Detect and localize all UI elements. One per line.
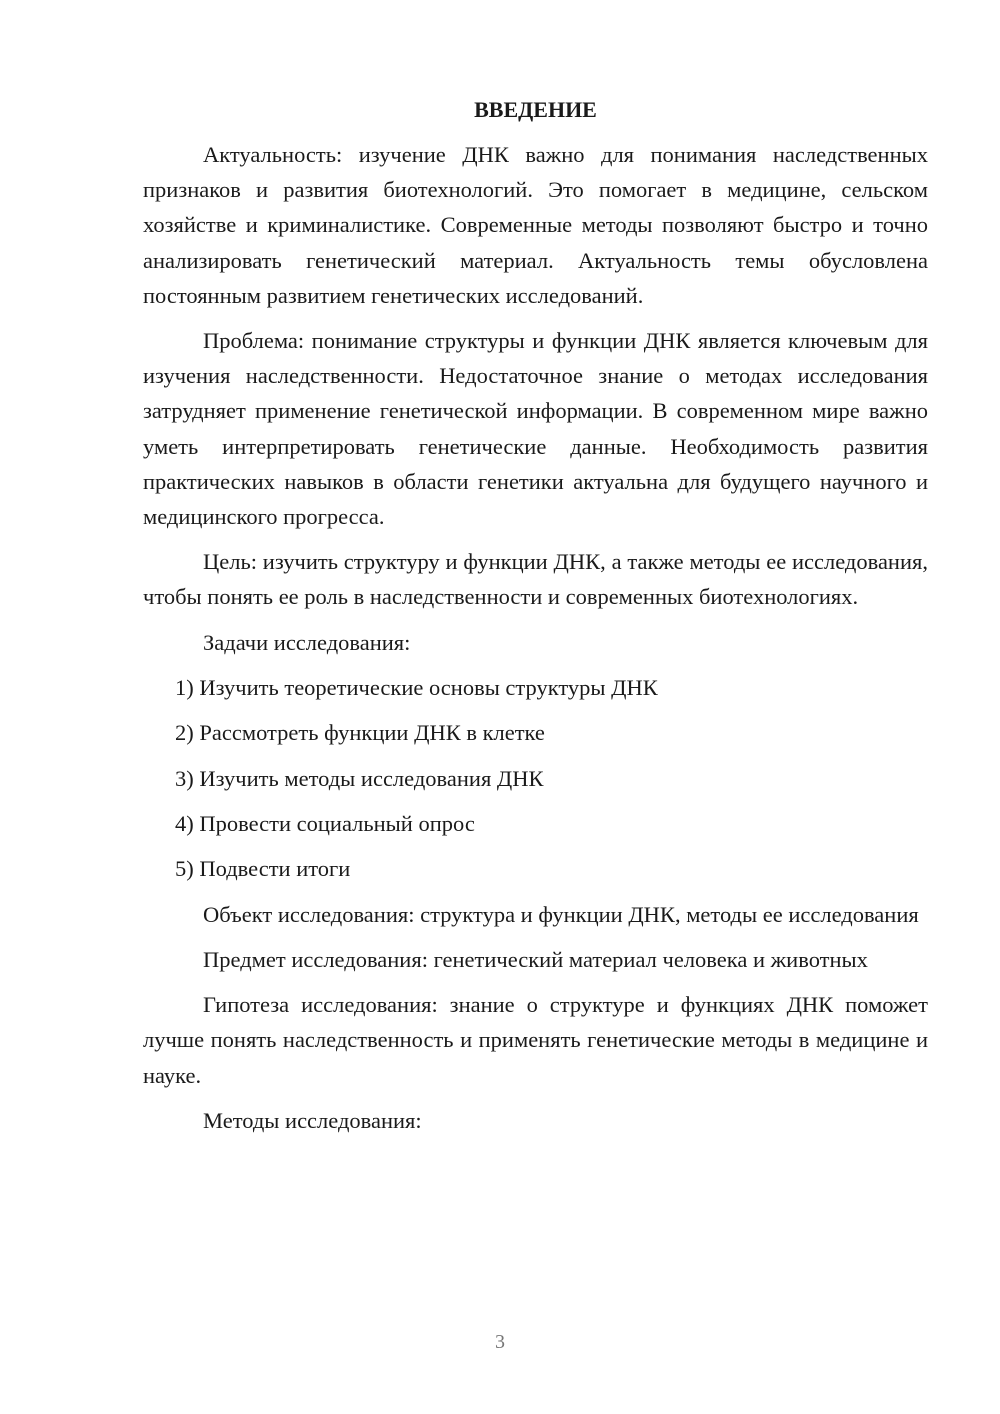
- list-item-number: 1): [175, 674, 194, 700]
- list-item-number: 2): [175, 720, 194, 746]
- list-item: [143, 715, 928, 750]
- tasks-heading: Задачи исследования:: [203, 629, 411, 655]
- list-item-number: 3): [175, 765, 194, 791]
- task-list: [143, 670, 928, 887]
- paragraph-relevance: Актуальность: изучение ДНК важно для понимания наследственных признаков и развития биотехнологий. Это помогает в медицине, сельском хозяйстве и криминалистике. Современные методы позволяют быстро и точно анализировать генетический материал. Актуальность темы обусловлена постоянным развитием генетических исследований.: [143, 142, 928, 308]
- page-title: ВВЕДЕНИЕ: [474, 97, 597, 122]
- list-item-text: Подвести итоги: [199, 856, 351, 882]
- list-item-text: Изучить методы исследования ДНК: [199, 765, 544, 791]
- paragraph-hypothesis: Гипотеза исследования: знание о структуре и функциях ДНК поможет лучше понять наследственность и применять генетические методы в медицине и науке.: [143, 992, 928, 1088]
- list-item: [143, 806, 928, 841]
- list-item: [143, 761, 928, 796]
- paragraph-object: Объект исследования: структура и функции ДНК, методы ее исследования: [203, 901, 919, 927]
- page-number: 3: [495, 1331, 505, 1353]
- list-item-text: Изучить теоретические основы структуры ДНК: [199, 674, 658, 700]
- list-item-number: 5): [175, 856, 194, 882]
- paragraph-subject: Предмет исследования: генетический материал человека и животных: [203, 947, 868, 972]
- document-page: [143, 95, 928, 1148]
- list-item: [143, 670, 928, 705]
- list-item-number: 4): [175, 811, 194, 837]
- list-item-text: Рассмотреть функции ДНК в клетке: [199, 720, 545, 746]
- list-item-text: Провести социальный опрос: [199, 811, 475, 837]
- paragraph-methods-heading: Методы исследования:: [203, 1107, 422, 1133]
- list-item: [143, 851, 928, 886]
- paragraph-problem: Проблема: понимание структуры и функции ДНК является ключевым для изучения наследственности. Недостаточное знание о методах исследования затрудняет применение генетической информации. В современном мире важно уметь интерпретировать генетические данные. Необходимость развития практических навыков в области генетики актуальна для будущего научного и медицинского прогресса.: [143, 328, 928, 530]
- paragraph-goal: Цель: изучить структуру и функции ДНК, а также методы ее исследования, чтобы понять ее роль в наследственности и современных биотехнологиях.: [143, 549, 928, 610]
